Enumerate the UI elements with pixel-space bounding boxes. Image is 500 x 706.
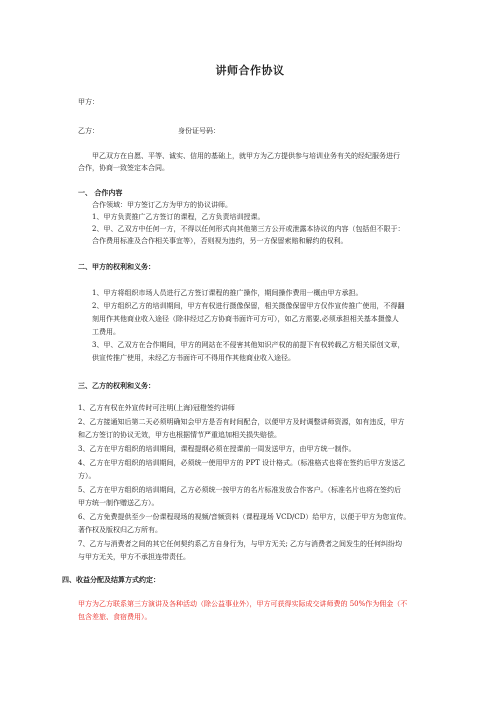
section-line: 1、甲方将组织市场人员进行乙方签订课程的推广操作，期间操作费用一概由甲方承担。 bbox=[92, 289, 363, 297]
section-line: 1、乙方有权在外宣传时可注明(上海)冠橙签约讲师 bbox=[78, 404, 235, 412]
section-heading: 三、乙方的权利和义务： bbox=[78, 381, 155, 390]
section-line: 2、甲、乙双方中任何一方，不得以任何形式向其他第三方公开或泄露本协议的内容（包括但不限于： bbox=[92, 225, 405, 233]
section-line: 和乙方签订的协议无效，甲方也根据情节严重追加相关损失赔偿。 bbox=[78, 431, 281, 439]
section-line: 1、甲方负责推广乙方签订的课程，乙方负责培训授课。 bbox=[92, 213, 265, 221]
intro-line: 甲乙双方在自愿、平等、诚实、信用的基础上，就甲方为乙方提供参与培训业务有关的经纪服务进行 bbox=[92, 152, 400, 160]
section-line: 方）。 bbox=[78, 472, 96, 480]
document-title: 讲师合作协议 bbox=[215, 64, 285, 77]
section-line: 与甲方无关，甲方不承担连带责任。 bbox=[78, 553, 190, 561]
intro-line: 合作，协商一致签定本合同。 bbox=[78, 164, 169, 172]
section-line: 6、乙方免费提供至少一份课程现场的视频/音频资料（课程现场 VCD/CD）给甲方，以便于甲方为您宣传。 bbox=[78, 513, 411, 521]
section-line: 7、乙方与消费者之间的其它任何契约系乙方自身行为，与甲方无关; 乙方与消费者之间发生的任何纠纷均 bbox=[78, 540, 403, 548]
section-line: 刻用作其他商业收入途径（除非经过乙方协商书面许可方可），如乙方需要,必须承担相关基本摄像人 bbox=[92, 315, 399, 323]
section-line: 4、乙方在甲方组织的培训期间，必须统一使用甲方的 PPT 设计格式。（标准格式也将在签约后甲方发送乙 bbox=[78, 459, 406, 467]
section-line: 甲方统一制作赠送乙方）。 bbox=[78, 499, 159, 507]
party-a-label: 甲方： bbox=[78, 98, 99, 106]
section-line: 2、乙方接通知后第二天必须明确知会甲方是否有时间配合，以便甲方及时调整讲师资源，如有违反，甲方 bbox=[78, 418, 405, 426]
section-line: 工费用。 bbox=[92, 328, 120, 336]
section-line: 3、乙方在甲方组织的培训期间，课程提纲必须在授课前一周发送甲方，由甲方统一制作。 bbox=[78, 445, 356, 453]
section-line: 合作费用标准及合作相关事宜等），否则视为违约，另一方保留索赔和解约的权利。 bbox=[92, 237, 348, 245]
party-b-label: 乙方： bbox=[78, 127, 99, 135]
section-line-highlight: 甲方为乙方联系第三方演讲及各种活动（除公益事业外），甲方可获得实际成交讲师费的 50%作为佣金（不 bbox=[78, 600, 408, 608]
section-line: 5、乙方在甲方组织的培训期间，乙方必须统一按甲方的名片标准发放合作客户。（标准名片也将在签约后 bbox=[78, 486, 401, 494]
section-line: 著作权及版权归乙方所有。 bbox=[78, 526, 162, 534]
section-heading: 四、收益分配及结算方式约定： bbox=[62, 575, 160, 584]
section-line: 合作领域：甲方签订乙方为甲方的协议讲师。 bbox=[92, 201, 232, 209]
section-line: 供宣传推广使用，未经乙方书面许可不得用作其他商业收入途径。 bbox=[92, 354, 295, 362]
section-heading: 二、甲方的权利和义务： bbox=[78, 262, 155, 271]
section-line: 2、甲方组织乙方的培训期间，甲方有权进行摄像保留，相关摄像保留甲方仅作宣传推广使用，不得翻 bbox=[92, 302, 405, 310]
section-heading: 一、 合作内容 bbox=[78, 188, 123, 197]
section-line-highlight: 包含差旅、食宿费用）。 bbox=[78, 613, 152, 621]
id-number-label: 身份证号码： bbox=[178, 127, 220, 135]
section-line: 3、甲、乙双方在合作期间，甲方的网站在不侵害其他知识产权的前提下有权转载乙方相关原创文章， bbox=[92, 341, 405, 349]
